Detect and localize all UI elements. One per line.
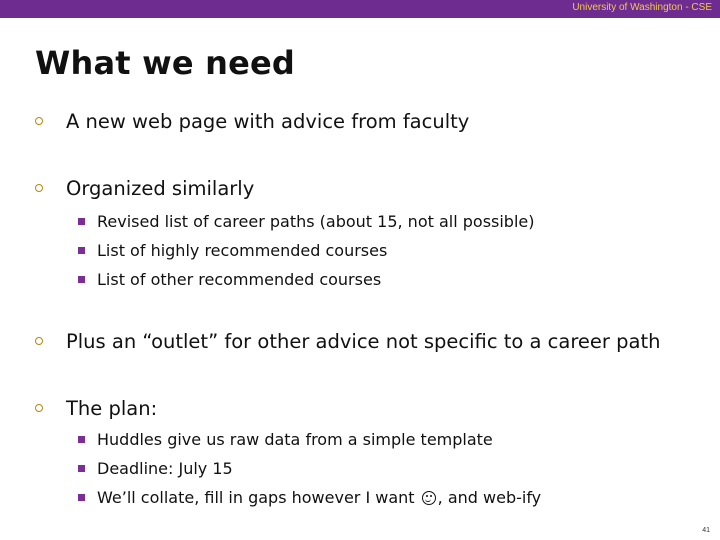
page-number: 41 [702,527,710,534]
circle-bullet-icon [35,337,43,345]
circle-bullet-icon [35,404,43,412]
sub-bullet-item [78,270,382,289]
bullet-text: Organized similarly [66,176,255,200]
bullet-text: A new web page with advice from faculty [66,109,470,133]
sub-bullet-text-start: We’ll collate, fill in gaps however I want [97,488,420,507]
sub-bullet-text: List of highly recommended courses [97,241,388,260]
header-bar [0,0,720,18]
square-bullet-icon [78,436,85,443]
sub-bullet-item [78,488,542,507]
organization-label: University of Washington - CSE [572,2,712,13]
sub-bullet-item [78,212,535,231]
circle-bullet-icon [35,184,43,192]
sub-bullet-text: Huddles give us raw data from a simple template [97,430,493,449]
square-bullet-icon [78,247,85,254]
sub-bullet-item [78,430,493,449]
square-bullet-icon [78,218,85,225]
bullet-item [35,396,158,420]
bullet-item [35,176,255,200]
bullet-text: Plus an “outlet” for other advice not specific to a career path [66,329,661,353]
sub-bullet-text: Deadline: July 15 [97,459,233,478]
square-bullet-icon [78,494,85,501]
bullet-text: The plan: [66,396,158,420]
square-bullet-icon [78,276,85,283]
square-bullet-icon [78,465,85,472]
sub-bullet-item [78,459,233,478]
circle-bullet-icon [35,117,43,125]
bullet-item [35,109,470,133]
sub-bullet-text: Revised list of career paths (about 15, not all possible) [97,212,535,231]
sub-bullet-text [97,488,541,507]
sub-bullet-text: List of other recommended courses [97,270,382,289]
sub-bullet-item [78,241,388,260]
bullet-item [35,329,661,353]
sub-bullet-text-end: , and web-ify [437,488,542,507]
smiley-icon [422,491,436,505]
slide-title: What we need [35,44,296,82]
